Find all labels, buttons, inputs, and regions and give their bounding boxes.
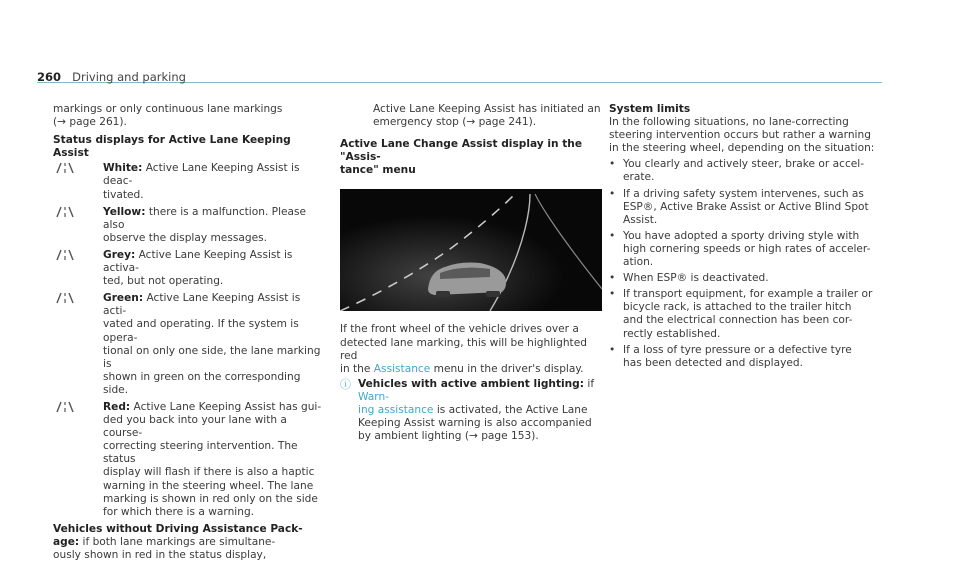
entry-text: Active Lane Keeping Assist is acti- bbox=[103, 292, 301, 318]
note-text: if bbox=[587, 377, 595, 390]
lane-change-heading: tance" menu bbox=[340, 164, 416, 177]
para-line: in the bbox=[340, 362, 371, 375]
sub-heading: Vehicles without Driving Assistance Pack- bbox=[53, 522, 303, 535]
entry-text: shown in green on the corresponding side. bbox=[103, 370, 301, 396]
list-text: high cornering speeds or high rates of acceler- bbox=[623, 242, 871, 255]
note-text: is activated, the Active Lane bbox=[436, 404, 588, 417]
list-item bbox=[609, 272, 879, 285]
list-text: If a loss of tyre pressure or a defective tyre bbox=[623, 343, 852, 356]
entry-text: warning in the steering wheel. The lane bbox=[103, 479, 314, 492]
entry-text: Active Lane Keeping Assist is deac- bbox=[103, 162, 300, 188]
intro-ref-link[interactable]: (→ page 261). bbox=[53, 116, 127, 129]
lane-keeping-icon bbox=[55, 401, 75, 413]
entry-text: tivated. bbox=[103, 188, 144, 201]
entry-text: tional on only one side, the lane marking is bbox=[103, 344, 321, 370]
entry-text: vated and operating. If the system is opera- bbox=[103, 318, 299, 344]
column-1 bbox=[53, 103, 323, 562]
status-entry-yellow bbox=[53, 206, 323, 245]
para-line: steering intervention occurs but rather a warning bbox=[609, 129, 871, 142]
system-limits-heading: System limits bbox=[609, 103, 691, 115]
list-item bbox=[609, 344, 879, 370]
para-line: If the front wheel of the vehicle drives over a bbox=[340, 323, 579, 336]
para-line: menu in the driver's display. bbox=[433, 362, 584, 375]
entry-text: Active Lane Keeping Assist has gui- bbox=[133, 400, 322, 413]
note-ref-link[interactable]: by ambient lighting (→ page 153). bbox=[358, 430, 539, 443]
bullet-icon: • bbox=[609, 272, 616, 285]
bullet-icon: • bbox=[609, 288, 616, 301]
lane-keeping-icon bbox=[55, 162, 75, 174]
entry-text: ted, but not operating. bbox=[103, 275, 224, 288]
list-text: If transport equipment, for example a trailer or bbox=[623, 288, 873, 301]
status-entry-grey bbox=[53, 249, 323, 288]
entry-label: White: bbox=[103, 162, 143, 175]
entry-text: display will flash if there is also a haptic bbox=[103, 466, 315, 479]
entry-text: correcting steering intervention. The status bbox=[103, 440, 298, 466]
list-text: ation. bbox=[623, 256, 654, 269]
list-text: If a driving safety system intervenes, such as bbox=[623, 187, 864, 200]
status-entry-red bbox=[53, 401, 323, 519]
bullet-icon: • bbox=[609, 158, 616, 171]
list-item bbox=[609, 158, 879, 184]
list-text: When ESP® is deactivated. bbox=[623, 272, 769, 285]
intro-line: markings or only continuous lane markings bbox=[53, 103, 283, 115]
sub-text: if both lane markings are simultane- bbox=[82, 535, 276, 548]
list-text: You have adopted a sporty driving style with bbox=[623, 229, 860, 242]
entry-text: marking is shown in red only on the side bbox=[103, 492, 318, 505]
column-3 bbox=[609, 103, 879, 370]
lane-change-heading: Active Lane Change Assist display in the "Assis- bbox=[340, 138, 583, 164]
list-text: bicycle rack, is attached to the trailer hitch bbox=[623, 301, 852, 314]
list-item bbox=[609, 230, 879, 269]
list-item bbox=[609, 288, 879, 340]
assistance-menu-link[interactable]: Assistance bbox=[373, 362, 431, 375]
list-text: has been detected and displayed. bbox=[623, 356, 803, 369]
note-heading: Vehicles with active ambient lighting: bbox=[358, 377, 585, 390]
lane-keeping-icon bbox=[55, 292, 75, 304]
list-text: You clearly and actively steer, brake or accel- bbox=[623, 158, 865, 171]
entry-label: Green: bbox=[103, 292, 144, 305]
page-number: 260 bbox=[37, 70, 62, 84]
sub-text: ously shown in red in the status display, bbox=[53, 549, 267, 561]
list-text: erate. bbox=[623, 171, 655, 184]
status-displays-heading: Status displays for Active Lane Keeping Assist bbox=[53, 134, 291, 160]
cont-line: Active Lane Keeping Assist has initiated an bbox=[373, 103, 601, 115]
cont-ref-link[interactable]: emergency stop (→ page 241). bbox=[373, 116, 537, 129]
info-icon: ⓘ bbox=[340, 377, 351, 391]
entry-text: there is a malfunction. Please also bbox=[103, 205, 307, 231]
column-2 bbox=[340, 103, 602, 443]
para-line: in the steering wheel, depending on the situation: bbox=[609, 142, 875, 155]
lane-keeping-icon bbox=[55, 249, 75, 261]
warning-assistance-link[interactable]: Warn- bbox=[358, 390, 389, 403]
note-text: Keeping Assist warning is also accompanied bbox=[358, 417, 592, 430]
list-item bbox=[609, 188, 879, 227]
note-block bbox=[340, 378, 602, 443]
list-text: Assist. bbox=[623, 213, 658, 226]
continued-text bbox=[340, 103, 602, 129]
bullet-icon: • bbox=[609, 229, 616, 242]
lane-keeping-icon bbox=[55, 206, 75, 218]
entry-label: Grey: bbox=[103, 248, 136, 261]
para-line: In the following situations, no lane-correcting bbox=[609, 116, 849, 129]
entry-text: for which there is a warning. bbox=[103, 505, 255, 518]
list-text: and the electrical connection has been cor- bbox=[623, 314, 853, 327]
list-text: rectly established. bbox=[623, 327, 721, 340]
entry-label: Yellow: bbox=[103, 205, 146, 218]
sub-block bbox=[53, 523, 323, 562]
sub-heading: age: bbox=[53, 535, 80, 548]
entry-text: ded you back into your lane with a course- bbox=[103, 414, 287, 440]
page-header bbox=[37, 66, 882, 83]
driver-display-image bbox=[340, 189, 602, 311]
list-text: ESP®, Active Brake Assist or Active Blind Spot bbox=[623, 200, 869, 213]
section-title: Driving and parking bbox=[72, 70, 186, 84]
status-entry-green bbox=[53, 292, 323, 397]
status-entry-white bbox=[53, 162, 323, 201]
entry-text: observe the display messages. bbox=[103, 231, 267, 244]
entry-label: Red: bbox=[103, 400, 131, 413]
para-line: detected lane marking, this will be highlighted red bbox=[340, 336, 587, 362]
bullet-icon: • bbox=[609, 343, 616, 356]
entry-text: Active Lane Keeping Assist is activa- bbox=[103, 248, 293, 275]
warning-assistance-link[interactable]: ing assistance bbox=[358, 404, 434, 417]
bullet-icon: • bbox=[609, 187, 616, 200]
